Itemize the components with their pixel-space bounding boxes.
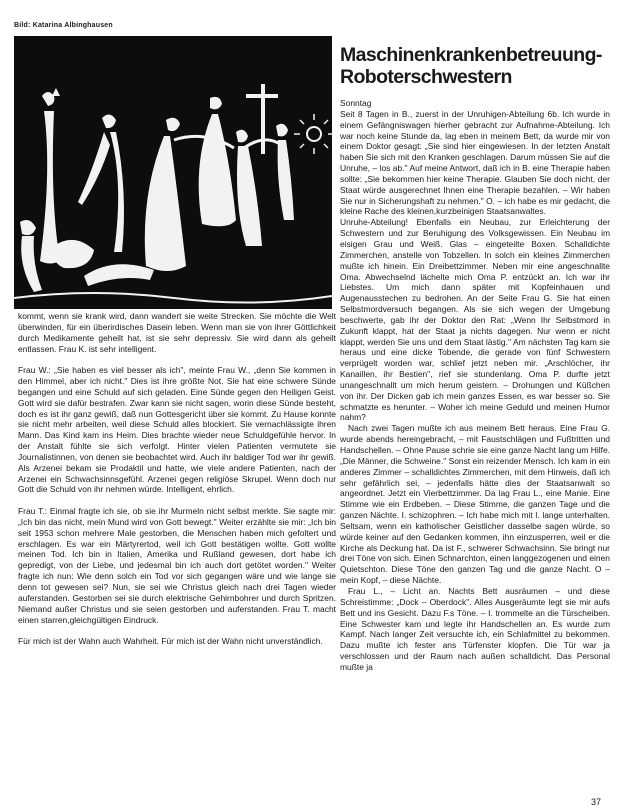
illustration-woodcut — [14, 36, 332, 309]
left-paragraph-3: Frau T.: Einmal fragte ich sie, ob sie ihr Murmeln nicht selbst merkte. Sie sagte mir: „Ich bin das nicht, mein Mund wird von Gott bewegt." Weiter erzählte sie mir: „Ich bin seit 1953 schon mehrere Male gestorben, die Menschen haben mich gefoltert und erschlagen. Es war ein Märtyrertod, weil ich Gott bestätigen wollte. Gott wollte meinen Tod. Ich bin in Italien, Amerika und Rußland gewesen, dort habe ich gepredigt, von der Liebe, und jedesmal bin ich auch dort getötet worden." Weiter fragte ich nun: Wie denn solch ein Tod vor sich gegangen wäre und wie lange sie denn tot gewesen sei? Nun, sie sei wie Christus gleich nach drei Tagen wieder auferstanden. Gestorben sei sie durch elektrische Gehirnbohrer und durch Spritzen. Niemand außer Christus und sie seien gestorben und auferstanden. Frau T. macht einen starren,gleichgültigen Eindruck. — [18, 506, 336, 625]
left-column — [18, 311, 336, 647]
right-column — [340, 98, 610, 673]
right-paragraph-3: Nach zwei Tagen mußte ich aus meinem Bett heraus. Eine Frau G. wurde abends hereingebracht, – mit Faustschlägen und Fußtritten und Handschellen. – Ohne Pause schrie sie eine ganze Nacht lang um Hilfe. „Die Männer, die Schweine." Sonst ein reizender Mensch. Ich kam in ein anderes Zimmer – schalldichtes Zimmerchen, mit dem Hinweis, daß ich sehr gefährlich sei, – jedenfalls hätte dies der Staatsanwalt so angeordnet. Jetzt ein Vierbettzimmer. Da lag Frau L., eine Manie. Eine Stimme wie ein Erdbeben. – Diese Stimme, die ganzen Tage und die ganzen Nächte. I. schizophren. – Ich habe mich mit I. lange unterhalten. Seltsam, wenn ein katholischer Geistlicher dasselbe sagen würde, so würde keiner auf den Gedanken kommen, ihn einzusperren, weil er die Kirche als Deckung hat. Da ist F., schwerer Schwachsinn. Sie bringt nur drei Töne von sich. Einen Schnarchton, einen langgezogenen und einen Quietschton. Diese Töne den ganzen Tag und die ganze Nacht. O – mein Kopf, – diese Nächte. — [340, 423, 610, 586]
article-title-line1: Maschinenkrankenbetreuung- — [340, 44, 602, 66]
left-paragraph-1: kommt, wenn sie krank wird, dann wandert sie weite Strecken. Sie möchte die Welt überwinden, für ein überirdisches Dasein leben. Wenn man sie von ihrer Göttlichkeit durch Medikamente geheilt hat, ist sie sehr depressiv. Sie wird dann als geheilt entlassen. Frau K. ist sehr intelligent. — [18, 311, 336, 354]
left-paragraph-2: Frau W.: „Sie haben es viel besser als ich", meinte Frau W., „denn Sie kommen in den Himmel, aber ich nicht." Dies ist ihre größte Not. Sie hat eine schwere Sünde begangen und eine Schuld auf sich geladen. Eine Sünde gegen den Heiligen Geist. Gott wird sie dafür bestrafen. Zwar kann sie nicht sagen, worin diese Sünde besteht, doch es ist ihr ganz gewiß, daß nun Gottesgericht über sie kommt. Zu Hause konnte sie nicht mehr arbeiten, weil diese Schuld alles blockiert. Sie vernachlässigte ihren Mann. Das Kind kam ins Heim. Dies brachte wieder neue Schuldgefühle hervor. In der Anstalt fühlte sie sich verfolgt. Hinter vielen Patienten vermutete sie Journalistinnen, von denen sie beobachtet wird. Auch ihr baldiger Tod war ihr gewiß. Als Arzenei bekam sie Prodaktil und hatte, wie viele andere Patienten, nach der Arzenei ein Schwachsinnsgefühl. Arzenei gegen religiöse Skrupel. Wenn doch nur Gott die Schuld von ihr nehmen würde. Intelligent, ehrlich. — [18, 365, 336, 495]
photo-credit: Bild: Katarina Albinghausen — [14, 22, 113, 29]
right-paragraph-4: Frau L., – Licht an. Nachts Bett ausräumen – und diese Schreistimme: „Dock – Oberdock". Alles Ausgeräumte legt sie mir aufs Bett und ins Gesicht. Dazu F.s Töne. – I. trommelte an die Türscheiben. Eine Schwester kam und legte ihr Handschellen an. Es wurde zum Kampf. Nach langer Zeit versuchte ich, ein Schlafmittel zu bekommen. Dazu mußte ich fester ans Türfenster klopfen. Die Tür war ja verschlossen und der Raum nach außen schalldicht. Das Personal mußte ja — [340, 585, 610, 672]
page-number: 37 — [591, 797, 602, 807]
right-paragraph-2: Unruhe-Abteilung! Ebenfalls ein Neubau, zur Erleichterung der Schwestern und zur Beruhigung des Volksgewissen. Ein Neubau im eisigen Grau und Weiß. Glas – eingeteilte Boxen. Schalldichte Zimmerchen, anstelle von Tobzellen. In solch ein kleines Zimmerchen mußte ich hinein. Ein Dreibettzimmer. Neben mir eine angeschnallte Oma. Abwechselnd lächelte mich Oma P. entzückt an. Ich war ihr Liebstes. Um mich dann später mit Kopfeinhauen und Augenausstechen zu bedrohen. An der Seite Frau G. Sie hat einen Selbstmordversuch begangen. Als sie sich wegen der Umgebung beschwerte, gab ihr der Doktor den Rat: „Wenn Ihr Selbstmord in Zukunft klappt, hat der Staat ja nichts dagegen. Nur wenn er nicht klappt, werden Sie uns und dem Staat lästig." Am nächsten Tag kam sie heraus und eine dicke Tobende, die gerade von fünf Schwestern verprügelt worden war, schlief jetzt neben mir. „Arschlöcher, ihr Kanaillen, ihr Bestien", rief sie stundenlang. Oma P. durfte jetzt unangeschnallt um mich herum geistern. – Drohungen und Küßchen von ihr. Der Dicken gab ich mein ganzes Essen, es war besser so. Sie schmatzte es herunter. – Woher ich meine Geduld und meinen Humor nahm? — [340, 217, 610, 423]
diary-day: Sonntag — [340, 98, 372, 108]
article-title — [340, 44, 620, 88]
article-title-line2: Roboterschwestern — [340, 66, 512, 88]
right-paragraph-1: Seit 8 Tagen in B., zuerst in der Unruhigen-Abteilung 6b. Ich wurde in einem Gefängniswagen hierher gebracht zur Aufnahme-Abteilung. Ich war noch keine Stunde da, lag eben in meinem Bett, da wurde mir von einem Doktor gesagt: „Sie sind hier eingewiesen. In der letzten Anstalt haben Sie sich mit den Kranken geschlagen. Darum müssen Sie auf die Unruhe, – los ab." Auf meine Antwort, daß ich in B. eine Therapie haben sollte: „Sie bekommen hier keine Therapie. Glauben Sie doch nicht, der Staat würde ausgerechnet Ihnen eine Therapie bezahlen. – Wir haben Sie nur in Sicherungshaft zu nehmen." O. – ich habe es mir gedacht, die kleine Rache des kleinen,kurzbeinigen Staatsanwaltes. — [340, 108, 610, 217]
left-paragraph-4: Für mich ist der Wahn auch Wahrheit. Für mich ist der Wahn nicht unverständlich. — [18, 636, 323, 647]
